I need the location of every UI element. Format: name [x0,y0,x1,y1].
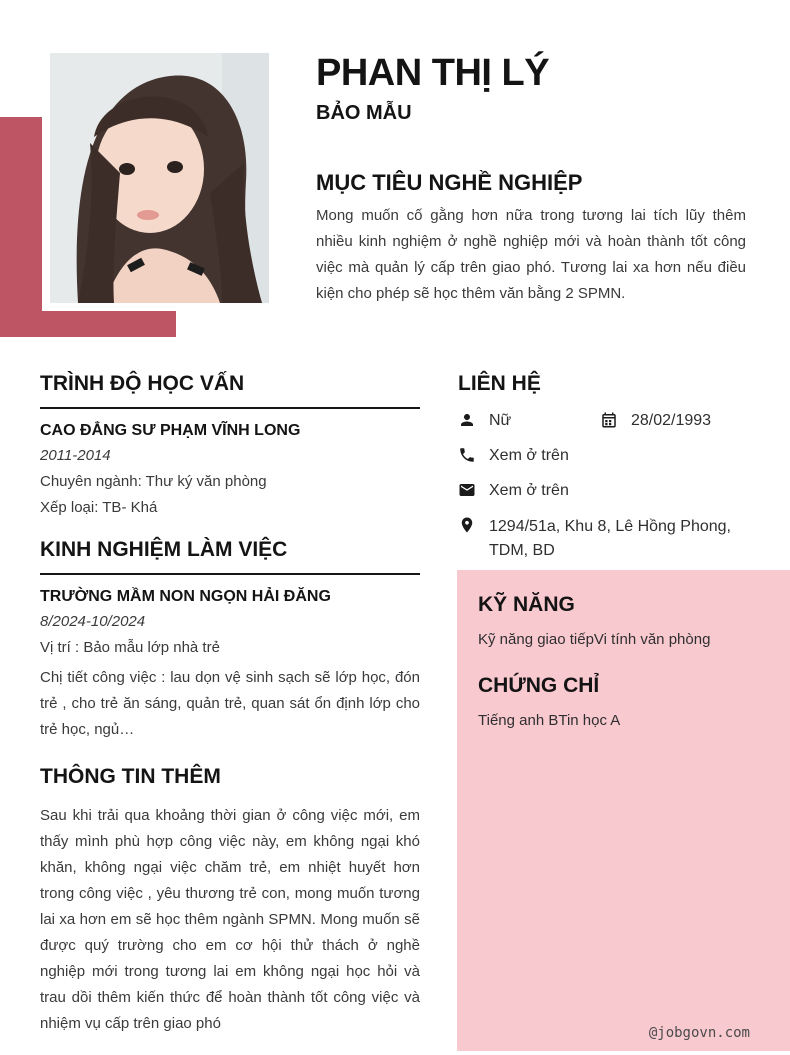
experience-company: TRƯỜNG MẦM NON NGỌN HẢI ĐĂNG [40,588,331,605]
mail-icon [458,481,476,500]
additional-info-heading: THÔNG TIN THÊM [40,765,221,788]
gender-value: Nữ [489,412,512,429]
calendar-icon [600,411,618,430]
watermark-text: @jobgovn.com [648,1025,750,1041]
candidate-name: PHAN THỊ LÝ [316,52,550,94]
phone-value: Xem ở trên [489,447,569,464]
experience-position: Vị trí : Bảo mẫu lớp nhà trẻ [40,639,220,656]
portrait-illustration [50,53,269,303]
education-school: CAO ĐẲNG SƯ PHẠM VĨNH LONG [40,422,301,439]
profile-photo [50,53,269,303]
skills-heading: KỸ NĂNG [478,593,575,616]
phone-icon [458,446,476,465]
accent-horizontal-bar [0,311,176,337]
additional-info-body: Sau khi trải qua khoảng thời gian ở công việc mới, em thấy mình phù hợp công việc này, em không ngại khó khăn, không ngại việc chăm trẻ, em nhiệt huyết hơn trong công việc , yêu thương trẻ con, mong muốn tương lai xa hơn em sẽ học thêm ngành SPMN. Mong muốn sẽ được quý trường cho em cơ hội thử thách ở nghề nghiệp mới trong tương lai em không ngại học hỏi và trau dồi thêm kiến thức để hoàn thành tốt công việc và nhiệm vụ cấp trên giao phó [40,807,420,1032]
certificates-heading: CHỨNG CHỈ [478,674,600,697]
education-heading: TRÌNH ĐỘ HỌC VẤN [40,372,420,409]
accent-vertical-bar [0,117,42,337]
candidate-role: BẢO MẪU [316,102,412,124]
contact-heading: LIÊN HỆ [458,372,541,395]
education-grade: Xếp loại: TB- Khá [40,499,158,516]
experience-heading: KINH NGHIỆM LÀM VIỆC [40,538,420,575]
objective-heading: MỤC TIÊU NGHỀ NGHIỆP [316,170,583,195]
objective-body: Mong muốn cố gằng hơn nữa trong tương lai tích lũy thêm nhiều kinh nghiệm ở nghề nghiệp mới và hoàn thành tốt công việc mà quản lý cấp trên giao phó. Tương lai xa hơn nếu điều kiện cho phép sẽ học thêm văn bằng 2 SPMN. [316,207,746,302]
contact-row-email [458,480,782,502]
contact-row-phone [458,445,782,467]
email-value: Xem ở trên [489,482,569,499]
education-major: Chuyên ngành: Thư ký văn phòng [40,473,267,490]
contact-row-address [458,515,782,563]
birthday-value: 28/02/1993 [631,412,712,429]
person-icon [458,411,476,430]
contact-row-gender-birthday [458,410,782,432]
experience-details: Chị tiết công việc : lau dọn vệ sinh sạch sẽ lớp học, đón trẻ , cho trẻ ăn sáng, quản trẻ, quan sát ổn định lớp cho trẻ học, ngủ… [40,669,420,738]
skills-certificates-panel [457,570,790,1051]
education-years: 2011-2014 [40,447,111,464]
certificates-items: Tiếng anh BTin học A [478,712,621,729]
skills-items: Kỹ năng giao tiếpVi tính văn phòng [478,631,711,648]
contact-section [458,372,782,576]
location-icon [458,516,476,535]
left-column [40,372,420,1037]
experience-period: 8/2024-10/2024 [40,613,146,630]
address-value: 1294/51a, Khu 8, Lê Hồng Phong, TDM, BD [489,518,731,559]
